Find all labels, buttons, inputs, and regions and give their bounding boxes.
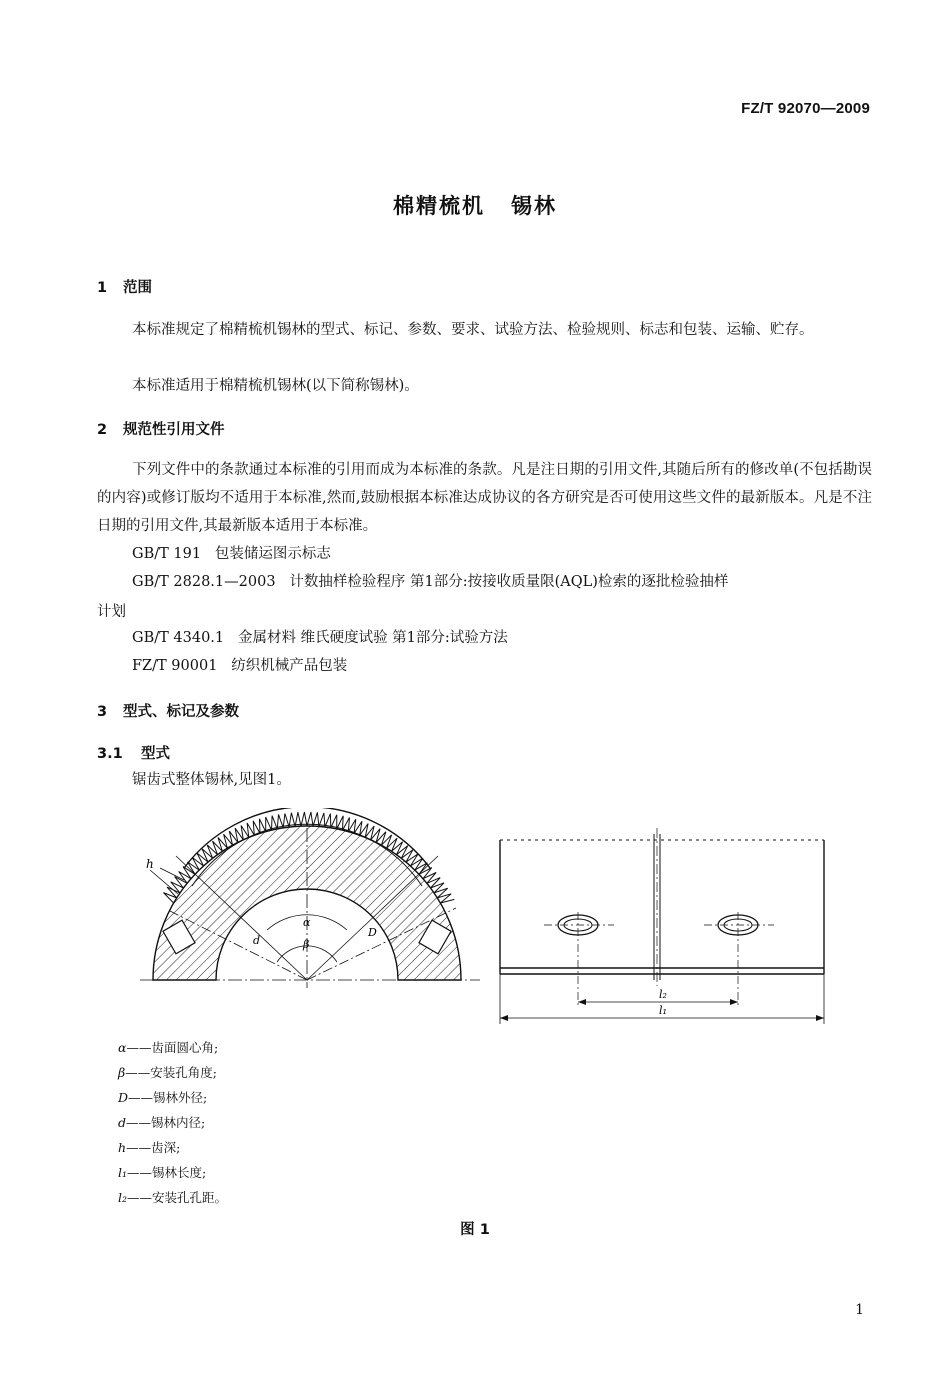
title-part-1: 棉精梳机 (393, 194, 485, 218)
legend-dash: —— (127, 1165, 153, 1180)
label-alpha: α (303, 916, 311, 929)
legend-item (118, 1063, 217, 1081)
section-number: 2 (97, 422, 108, 438)
legend-item (118, 1038, 218, 1056)
legend-description: 锡林长度; (152, 1165, 207, 1180)
section-1-paragraph-2: 本标准适用于棉精梳机锡林(以下简称锡林)。 (132, 378, 419, 394)
section-number: 1 (97, 280, 108, 296)
reference-code: GB/T 2828.1—2003 (132, 574, 276, 590)
legend-symbol: α (118, 1040, 127, 1055)
section-2-paragraph-1: 下列文件中的条款通过本标准的引用而成为本标准的条款。凡是注日期的引用文件,其随后所有的修改单(不包括勘误的内容)或修订版均不适用于本标准,然而,鼓励根据本标准达成协议的各方研究是否可使用这些文件的最新版本。凡是不注日期的引用文件,其最新版本适用于本标准。 (97, 462, 872, 534)
legend-description: 齿深; (151, 1140, 181, 1155)
section-2-heading (97, 418, 225, 439)
legend-description: 安装孔角度; (150, 1065, 217, 1080)
figure-1-drawing (140, 808, 840, 1030)
reference-item (132, 570, 728, 591)
legend-dash: —— (125, 1065, 151, 1080)
legend-symbol: d (118, 1115, 127, 1130)
reference-code: FZ/T 90001 (132, 658, 218, 674)
legend-description: 锡林外径; (153, 1090, 208, 1105)
legend-description: 锡林内径; (151, 1115, 206, 1130)
reference-code: GB/T 191 (132, 546, 202, 562)
legend-symbol: β (118, 1065, 126, 1080)
legend-dash: —— (126, 1040, 152, 1055)
reference-item (132, 626, 508, 647)
cylinder-cross-section (140, 808, 480, 988)
section-title: 规范性引用文件 (123, 422, 225, 438)
standard-number: FZ/T 92070—2009 (741, 100, 870, 117)
legend-description: 齿面圆心角; (151, 1040, 219, 1055)
legend-dash: —— (127, 1190, 153, 1205)
reference-title: 包装储运图示标志 (214, 546, 331, 562)
section-1-heading (97, 276, 152, 297)
page-number: 1 (855, 1302, 864, 1318)
legend-symbol: l₂ (118, 1190, 128, 1205)
subsection-number: 3.1 (97, 746, 123, 762)
section-title: 范围 (123, 280, 152, 296)
legend-description: 安装孔孔距。 (152, 1190, 228, 1205)
label-h: h (146, 857, 154, 871)
subsection-3-1-heading (97, 742, 170, 763)
label-l2: l₂ (659, 988, 667, 1001)
label-l1: l₁ (659, 1004, 667, 1017)
legend-item (118, 1088, 207, 1106)
reference-item (132, 542, 331, 563)
subsection-3-1-text: 锯齿式整体锡林,见图1。 (132, 772, 291, 788)
section-number: 3 (97, 704, 108, 720)
reference-title: 计数抽样检验程序 第1部分:按接收质量限(AQL)检索的逐批检验抽样 (289, 574, 729, 590)
title-part-2: 锡林 (511, 194, 557, 218)
label-beta: β (303, 938, 310, 951)
legend-dash: —— (126, 1115, 152, 1130)
figure-caption: 图 1 (460, 1222, 490, 1238)
legend-symbol: l₁ (118, 1165, 128, 1180)
section-3-heading (97, 700, 239, 721)
reference-title: 金属材料 维氏硬度试验 第1部分:试验方法 (237, 630, 508, 646)
label-d: d (253, 934, 261, 947)
legend-item (118, 1163, 206, 1181)
section-1-paragraph-1: 本标准规定了棉精梳机锡林的型式、标记、参数、要求、试验方法、检验规则、标志和包装、运输、贮存。 (132, 322, 814, 338)
legend-item (118, 1188, 227, 1206)
legend-item (118, 1138, 180, 1156)
reference-code: GB/T 4340.1 (132, 630, 225, 646)
legend-symbol: h (118, 1140, 127, 1155)
reference-continuation: 计划 (97, 604, 126, 620)
reference-item (132, 654, 347, 675)
legend-dash: —— (128, 1090, 154, 1105)
legend-dash: —— (126, 1140, 152, 1155)
page-title (0, 190, 950, 220)
legend-item (118, 1113, 205, 1131)
cylinder-side-view (500, 828, 824, 1024)
reference-title: 纺织机械产品包装 (231, 658, 348, 674)
section-title: 型式、标记及参数 (123, 704, 239, 720)
label-D: D (368, 926, 377, 939)
subsection-title: 型式 (141, 746, 170, 762)
legend-symbol: D (118, 1090, 129, 1105)
